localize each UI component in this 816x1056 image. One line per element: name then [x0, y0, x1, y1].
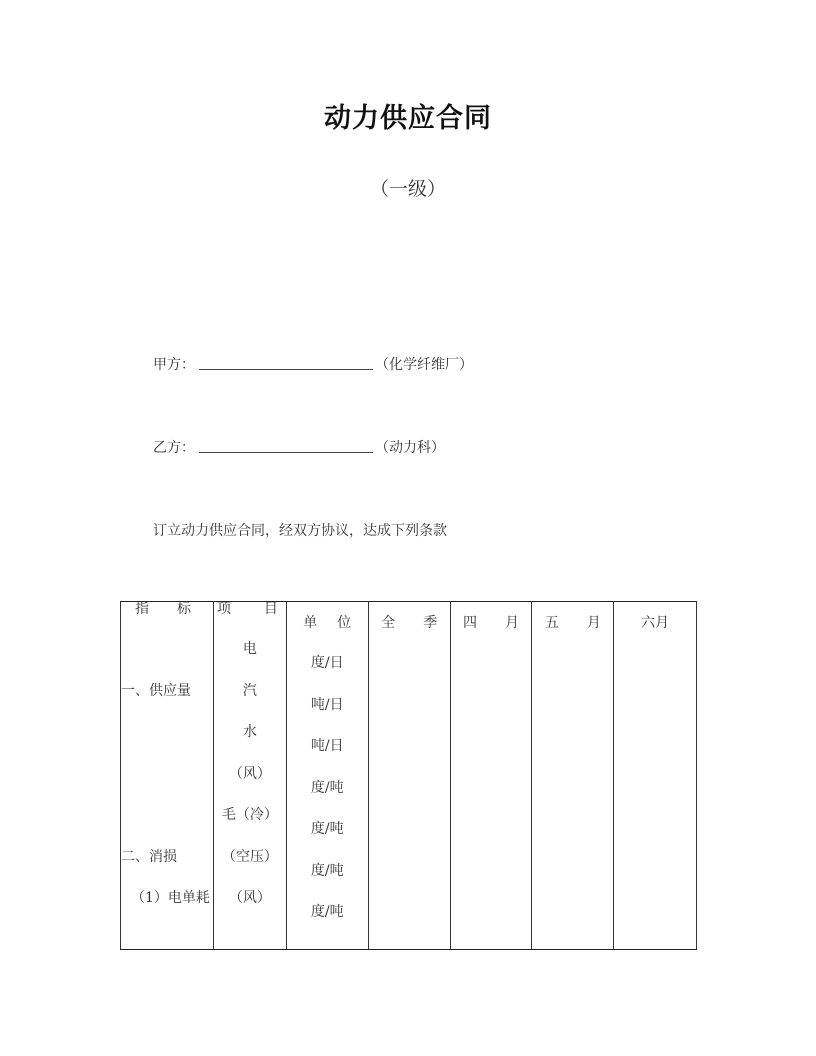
intro-paragraph: 订立动力供应合同，经双方协议，达成下列条款	[153, 523, 447, 539]
item-cell: 毛（冷）	[221, 807, 278, 823]
indicator-cell: 二、消损	[121, 848, 177, 865]
unit-cells	[287, 643, 368, 934]
col-item	[213, 602, 286, 950]
party-a-label: 甲方：	[153, 357, 195, 373]
party-a-note: （化学纤维厂）	[375, 357, 473, 373]
indicator-cell: 一、供应量	[121, 682, 191, 699]
unit-cell: 度/日	[310, 655, 344, 671]
col-unit	[286, 602, 368, 950]
party-b-row	[153, 437, 445, 457]
indicator-cells	[121, 629, 213, 920]
header-item: 项 目	[216, 601, 278, 617]
unit-cell: 度/吨	[310, 779, 344, 796]
col-april[interactable]	[450, 602, 532, 950]
unit-cell: 度/吨	[310, 904, 344, 920]
power-supply-table	[120, 601, 697, 950]
header-may: 五 月	[544, 615, 601, 631]
unit-cell: 度/吨	[310, 862, 344, 879]
indicator-cell: （1）电单耗	[131, 890, 210, 906]
document-subtitle: （一级）	[369, 178, 446, 200]
item-cell: （空压）	[221, 848, 278, 865]
item-cell: （风）	[228, 890, 271, 906]
item-cell: 水	[242, 724, 257, 740]
party-b-label: 乙方：	[153, 440, 195, 456]
header-unit: 单 位	[303, 615, 352, 631]
col-season[interactable]	[368, 602, 450, 950]
unit-cell: 度/吨	[310, 821, 344, 837]
unit-cell: 吨/日	[310, 738, 344, 754]
unit-cell: 吨/日	[310, 696, 344, 713]
item-cells	[214, 629, 286, 920]
header-june: 六月	[641, 615, 670, 631]
party-a-input-line[interactable]	[199, 368, 373, 370]
indicator-cell	[121, 754, 213, 796]
item-cell: 电	[242, 641, 257, 657]
header-indicator: 指 标	[135, 601, 191, 617]
header-season: 全 季	[381, 615, 438, 631]
header-april: 四 月	[462, 615, 519, 631]
indicator-cell	[121, 629, 213, 671]
indicator-cell	[121, 712, 213, 754]
indicator-cell	[121, 795, 213, 837]
item-cell: 汽	[242, 682, 257, 699]
document-title: 动力供应合同	[324, 103, 492, 134]
party-b-input-line[interactable]	[199, 451, 373, 453]
col-indicator	[121, 602, 214, 950]
party-b-note: （动力科）	[375, 440, 445, 456]
item-cell: （风）	[228, 765, 271, 782]
col-june[interactable]	[614, 602, 697, 950]
col-may[interactable]	[532, 602, 614, 950]
party-a-row	[153, 354, 473, 374]
